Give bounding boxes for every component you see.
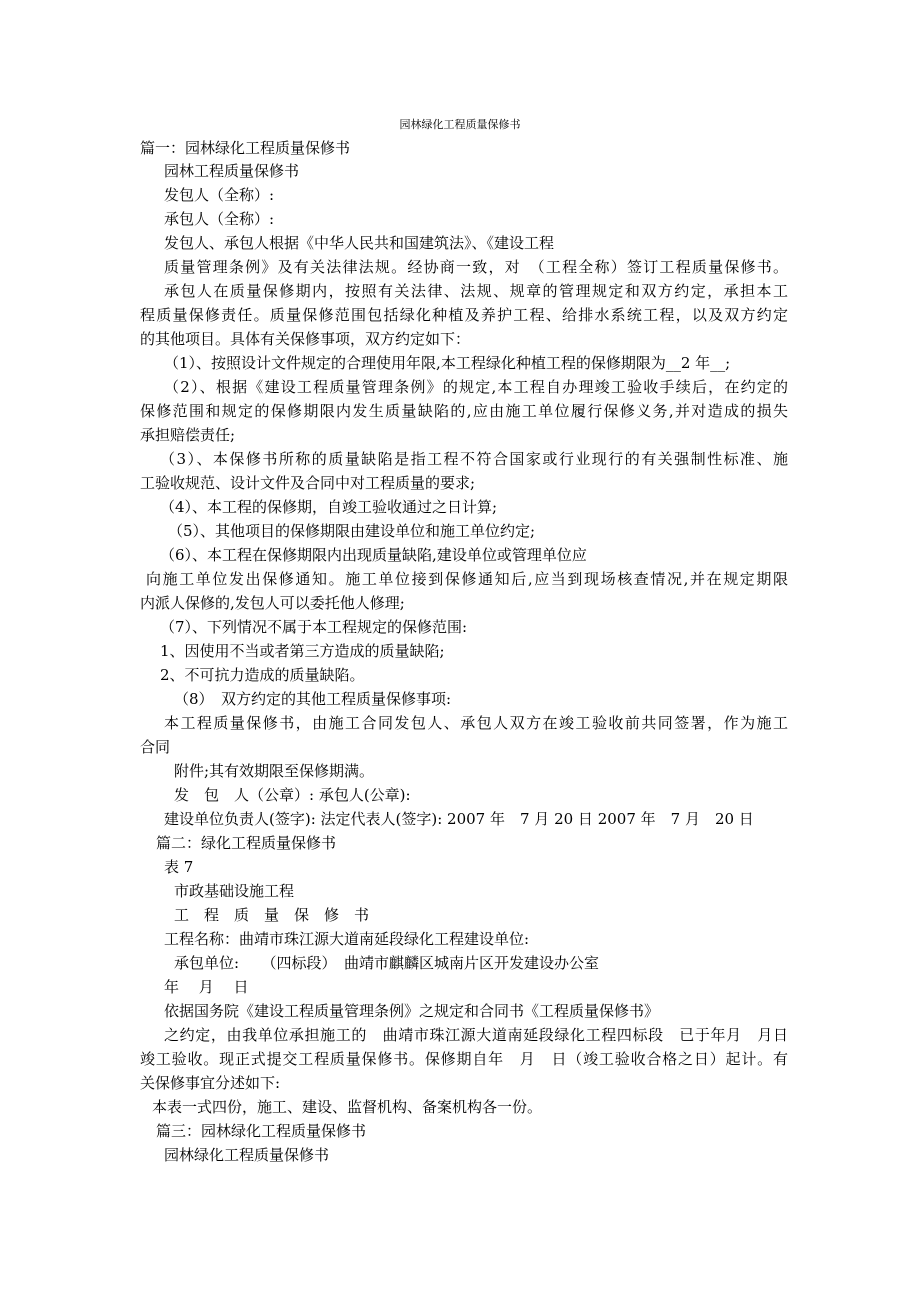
paragraph-line: 发包人（全称）:	[164, 186, 275, 204]
paragraph-line: （8） 双方约定的其他工程质量保修事项:	[174, 690, 452, 708]
paragraph-line: 保修范围和规定的保修期限内发生质量缺陷的,应由施工单位履行保修义务,并对造成的损失	[140, 402, 788, 420]
paragraph-line: 1、因使用不当或者第三方造成的质量缺陷;	[160, 642, 445, 660]
paragraph-line: 承包人（全称）:	[164, 210, 275, 228]
signature-line: 建设单位负责人(签字): 法定代表人(签字): 2007 年 7 月 20 日 2007 年 7 月 20 日	[164, 810, 754, 828]
paragraph-line: 市政基础设施工程	[174, 882, 295, 900]
paragraph-line: 依据国务院《建设工程质量管理条例》之规定和合同书《工程质量保修书》	[164, 1002, 660, 1020]
paragraph-line: 的其他项目。具体有关保修事项，双方约定如下：	[140, 330, 471, 348]
paragraph-line: 2、不可抗力造成的质量缺陷。	[160, 666, 365, 684]
paragraph-line: （7）、下列情况不属于本工程规定的保修范围:	[160, 618, 468, 636]
section-heading: 篇一：园林绿化工程质量保修书	[140, 139, 351, 157]
paragraph-line: （4）、本工程的保修期，自竣工验收通过之日计算;	[160, 498, 498, 516]
document-title: 园林绿化工程质量保修书	[399, 118, 521, 131]
paragraph-line: 程质量保修责任。质量保修范围包括绿化种植及养护工程、给排水系统工程，以及双方约定	[140, 306, 788, 324]
paragraph-line: 表 7	[164, 858, 194, 876]
paragraph-line: 本工程质量保修书，由施工合同发包人、承包人双方在竣工验收前共同签署，作为施工	[164, 714, 788, 732]
paragraph-line: 质量管理条例》及有关法律法规。经协商一致，对 （工程全称）签订工程质量保修书。	[164, 258, 788, 276]
paragraph-line: 发包人、承包人根据《中华人民共和国建筑法》、《建设工程	[164, 234, 555, 252]
paragraph-line: 竣工验收。现正式提交工程质量保修书。保修期自年 月 日（竣工验收合格之日）起计。有	[140, 1050, 788, 1068]
paragraph-line: 工 程 质 量 保 修 书	[174, 906, 370, 924]
paragraph-line: 园林绿化工程质量保修书	[164, 1146, 330, 1164]
paragraph-line: 内派人保修的,发包人可以委托他人修理;	[140, 594, 405, 612]
paragraph-line: 承担赔偿责任;	[140, 426, 236, 444]
signature-line: 发 包 人（公章）: 承包人(公章):	[174, 786, 411, 804]
paragraph-line: （2）、根据《建设工程质量管理条例》的规定,本工程自办理竣工验收手续后，在约定的	[164, 378, 788, 396]
paragraph-line: （1）、按照设计文件规定的合理使用年限,本工程绿化种植工程的保修期限为__2 年__;	[164, 354, 731, 372]
paragraph-line: 附件;其有效期限至保修期满。	[174, 762, 375, 780]
paragraph-line: （3）、本保修书所称的质量缺陷是指工程不符合国家或行业现行的有关强制性标准、施	[160, 450, 788, 468]
paragraph-line: 工程名称：曲靖市珠江源大道南延段绿化工程建设单位:	[164, 930, 530, 948]
paragraph-line: 合同	[140, 738, 171, 756]
paragraph-line: （5）、其他项目的保修期限由建设单位和施工单位约定;	[168, 522, 536, 540]
paragraph-line: （6）、本工程在保修期限内出现质量缺陷,建设单位或管理单位应	[160, 546, 587, 564]
paragraph-line: 关保修事宜分述如下:	[140, 1074, 281, 1092]
paragraph-line: 向施工单位发出保修通知。施工单位接到保修通知后,应当到现场核查情况,并在规定期限	[146, 570, 788, 588]
paragraph-line: 之约定，由我单位承担施工的 曲靖市珠江源大道南延段绿化工程四标段 已于年月 月日	[164, 1026, 788, 1044]
paragraph-line: 园林工程质量保修书	[164, 162, 300, 180]
section-heading: 篇三：园林绿化工程质量保修书	[156, 1122, 367, 1140]
paragraph-line: 承包人在质量保修期内，按照有关法律、法规、规章的管理规定和双方约定，承担本工	[164, 282, 788, 300]
paragraph-line: 承包单位: （四标段） 曲靖市麒麟区城南片区开发建设办公室	[174, 954, 600, 972]
section-heading: 篇二：绿化工程质量保修书	[156, 834, 337, 852]
paragraph-line: 本表一式四份，施工、建设、监督机构、备案机构各一份。	[152, 1098, 543, 1116]
paragraph-line: 工验收规范、设计文件及合同中对工程质量的要求;	[140, 474, 476, 492]
paragraph-line: 年 月 日	[164, 978, 249, 996]
